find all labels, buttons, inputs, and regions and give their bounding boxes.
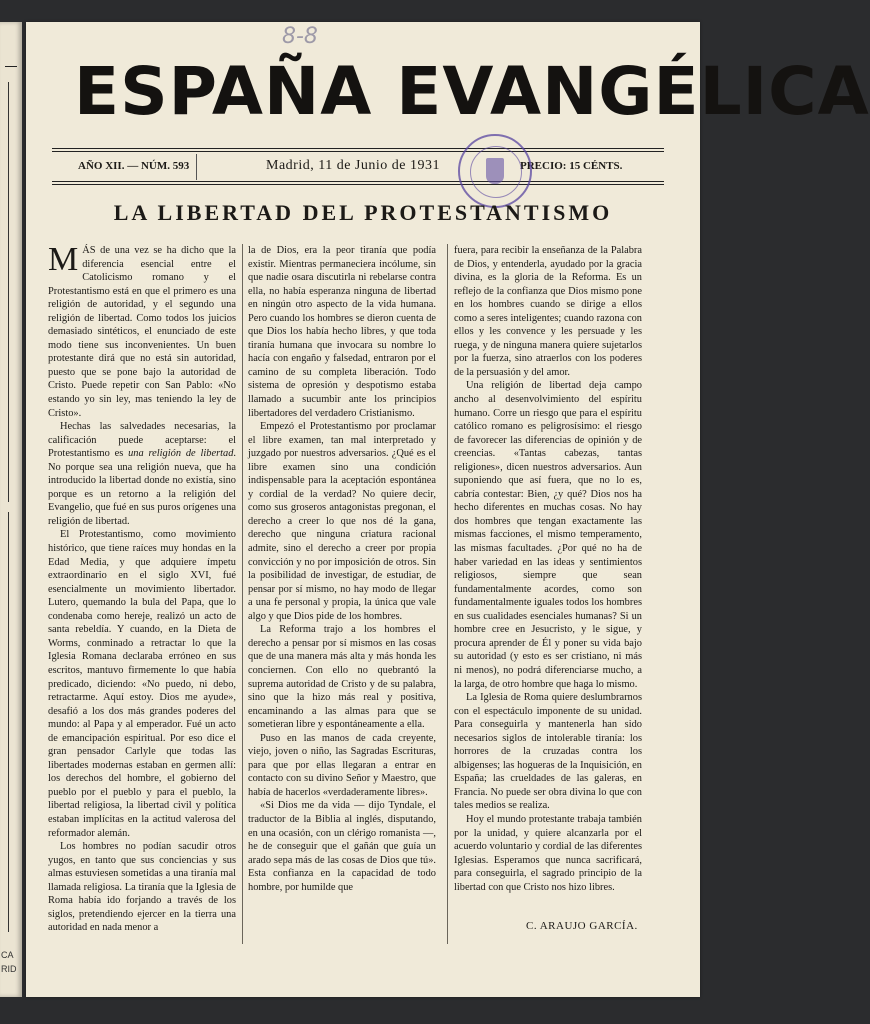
column-divider bbox=[242, 244, 243, 944]
article-column-3 bbox=[454, 244, 642, 894]
drop-cap: M bbox=[48, 241, 79, 278]
issue-price: PRECIO: 15 CÉNTS. bbox=[520, 160, 623, 172]
paragraph: La Iglesia de Roma quiere deslumbrarnos con el espectáculo imponente de su unidad. Para conseguirla y mantenerla han sido necesarios siglos de intolerable tiranía: los horrores de la cruzadas contra los albigenses; las hogueras de la Inquisición, en España; las crueldades de las galeras, en Francia. No puede ser obra divina lo que con tales medios se realiza. bbox=[454, 692, 642, 812]
header-divider bbox=[196, 154, 197, 180]
paragraph: fuera, para recibir la enseñanza de la Palabra de Dios, y entenderla, ayudado por la gracia divina, es la gloria de la Reforma. Es un reflejo de la confianza que Dios mismo pone en los hombres cuando se dirige a ellos como a seres inteligentes; cuando razona con ellos y les convence y les persuade y les ruega, y de ninguna manera quiere sujetarlos por la fuerza, sino atraerlos con los poderes de la persuasión y del amor. bbox=[454, 245, 642, 378]
library-stamp bbox=[458, 134, 532, 208]
paragraph: «Si Dios me da vida — dijo Tyndale, el traductor de la Biblia al inglés, disputando, en una ocasión, con un clérigo romanista —, he de conseguir que el gañán que guía un arado sepa más de las cosas de Dios que tú». Esta confianza en la capacidad de todo hombre, por humilde que bbox=[248, 800, 436, 893]
page-edge-text: RID bbox=[1, 964, 17, 974]
header-rule-bottom-double bbox=[52, 184, 664, 185]
article-column-1 bbox=[48, 241, 237, 935]
article-signature: C. ARAUJO GARCÍA. bbox=[526, 920, 638, 932]
article-column-2 bbox=[248, 244, 436, 894]
paragraph bbox=[48, 420, 236, 528]
paragraph: Una religión de libertad deja campo ancho al desenvolvimiento del espíritu humano. Corre un riesgo que para el espíritu católico romano es peligrosísimo: el riesgo de favorecer las diferencias de opinión y de creencias. «Tantas cabezas, tantas religiones», dicen nuestros adversarios. Aun suponiendo que así fuera, que no lo es, cabría contestar: Bien, ¿y qué? Dios nos ha hecho diferentes en muchas cosas. No hay dos hombres que tengan exactamente las mismas facciones, el mismo temperamento, las mismas facultades. ¿Por qué no ha de haber variedad en las ideas y sentimientos religiosos, siempre que sean fundamentalmente acordes, como son fundamentalmente iguales todos los hombres en sus cualidades esenciales humanas? Si un hombre cree en Jesucristo, y le sigue, y procura aprender de Él y poner su vida bajo su autoridad (y esto es ser cristiano, ni más ni menos), no podrá diferenciarse mucho, a la larga, de otro hombre que haga lo mismo. bbox=[454, 380, 642, 690]
paragraph: Puso en las manos de cada creyente, viejo, joven o niño, las Sagradas Escrituras, para que por ellas llegaran a entrar en contacto con su divino Señor y Maestro, que había de hacerlos «verdaderamente libres». bbox=[248, 732, 436, 798]
paragraph-text: . No porque sea una religión nueva, que ha introducido la libertad donde no existía, sino porque es un retorno a la religión del Evangelio, que fué en sus puros orígenes una religión de libertad. bbox=[48, 448, 237, 527]
header-rule-bottom bbox=[52, 181, 664, 182]
header-rule-top bbox=[52, 148, 664, 149]
page-edge-rule bbox=[5, 66, 17, 67]
paragraph-text: ÁS de una vez se ha dicho que la diferencia esencial entre el Catolicismo romano y el Protestantismo está en que el primero es una religión de autoridad, y el segundo una religión de libertad. Como todos los juicios demasiado sintéticos, el enunciado de este modo tiene sus inconvenientes. Un buen protestante dirá que no está sin autoridad, puesto que se pone bajo la autoridad de Cristo. Puede repetir con San Pablo: «No estando yo sin ley, mas teniendo la ley de Cristo». bbox=[48, 245, 236, 419]
paragraph: La Reforma trajo a los hombres el derecho a pensar por sí mismos en las cosas que de una manera más alta y más honda les conciernen. Con ello no quebrantó la suprema autoridad de Cristo y de su palabra, sino que la hizo más real y positiva, encaminando a las almas para que se sometieran libre y espontáneamente a ella. bbox=[248, 624, 436, 731]
issue-number: AÑO XII. — NÚM. 593 bbox=[78, 160, 190, 172]
page-edge-text: CA bbox=[1, 950, 14, 960]
adjacent-page-edge bbox=[0, 22, 22, 997]
paragraph: Empezó el Protestantismo por proclamar el libre examen, tan mal interpretado y juzgado por nuestros adversarios. ¿Qué es el libre examen sino una condición indispensable para la aceptación espontánea y cordial de la verdad? No quiere decir, como sus groseros antagonistas pregonan, el derecho a creer lo que nos dé la gana, derecho que ninguna criatura racional admite, sino el derecho a creer por propia convicción y no por imposición de otros. Sin la posibilidad de investigar, de estudiar, de pensar por sí mismo, no hay modo de llegar a una fe personal y propia, la única que vale algo y que Dios pide de los hombres. bbox=[248, 421, 436, 622]
paragraph: Los hombres no podían sacudir otros yugos, en tanto que sus conciencias y sus almas estuviesen sometidas a una tiranía mal llamada religiosa. La tiranía que la Iglesia de Roma había ido forjando a través de los siglos, pretendiendo ejercer en la tierra una autoridad en nada menor a bbox=[48, 841, 236, 934]
handwritten-note: 8-8 bbox=[282, 24, 318, 49]
issue-date: Madrid, 11 de Junio de 1931 bbox=[266, 158, 440, 173]
newspaper-page bbox=[26, 22, 870, 997]
page-edge-column-line bbox=[8, 82, 9, 502]
masthead-title: ESPAÑA EVANGÉLICA bbox=[74, 53, 870, 130]
paragraph bbox=[48, 241, 236, 420]
paragraph: la de Dios, era la peor tiranía que podía existir. Mientras permaneciera incólume, sin que nadie osara discutirla ni rebelarse contra ella, no había esperanza ninguna de libertad en ningún otro aspecto de la vida humana. Pero cuando los hombres se dieron cuenta de que Dios los había hecho libres, y que toda tiranía humana que invocara su nombre lo hacía con engaño y falsedad, entraron por el camino de su completa liberación. Todo sistema de opresión y despotismo estaba llamado a sucumbir ante los principios libertadores del verdadero Cristianismo. bbox=[248, 245, 436, 419]
article-title: LA LIBERTAD DEL PROTESTANTISMO bbox=[113, 200, 613, 225]
paragraph: Hoy el mundo protestante trabaja también por la unidad, y quiere alcanzarla por el acuerdo voluntario y cordial de las diferentes Iglesias. Esperamos que nunca sacrificará, para conseguirla, el sagrado principio de la libertad con que Cristo nos hizo libres. bbox=[454, 813, 642, 893]
stamp-shield-icon bbox=[486, 158, 504, 184]
emphasis-text: una religión de libertad bbox=[128, 448, 234, 460]
column-divider bbox=[447, 244, 448, 944]
paragraph-text: Hechas las salvedades necesarias, la calificación puede aceptarse: el Protestantismo es bbox=[48, 421, 236, 460]
paragraph: El Protestantismo, como movimiento histórico, que tiene raíces muy hondas en la Edad Media, y que adquiere ímpetu extraordinario en el siglo XVI, fué esencialmente un movimiento libertador. Lutero, quemando la bula del Papa, que lo condenaba como hereje, realizó un acto de santa rebeldía. Y cuando, en la Dieta de Worms, conminado a retractar lo que la Iglesia Romana declaraba erróneo en sus escritos, mantuvo firmemente lo que había predicado, diciendo: «No puedo, ni debo, retractarme. Aquí estoy. Dios me ayude», desafió a los dos más grandes poderes del mundo: al Papa y al emperador. Fué un acto de emancipación espiritual. Por eso dice el gran pensador Carlyle que todas las libertades modernas estaban en germen allí: los derechos del hombre, el gobierno del pueblo por el pueblo y para el pueblo, la libertad religiosa, la libertad civil y política estaban implícitas en la actitud valerosa del reformador alemán. bbox=[48, 529, 236, 839]
page-edge-column-line bbox=[8, 512, 9, 932]
